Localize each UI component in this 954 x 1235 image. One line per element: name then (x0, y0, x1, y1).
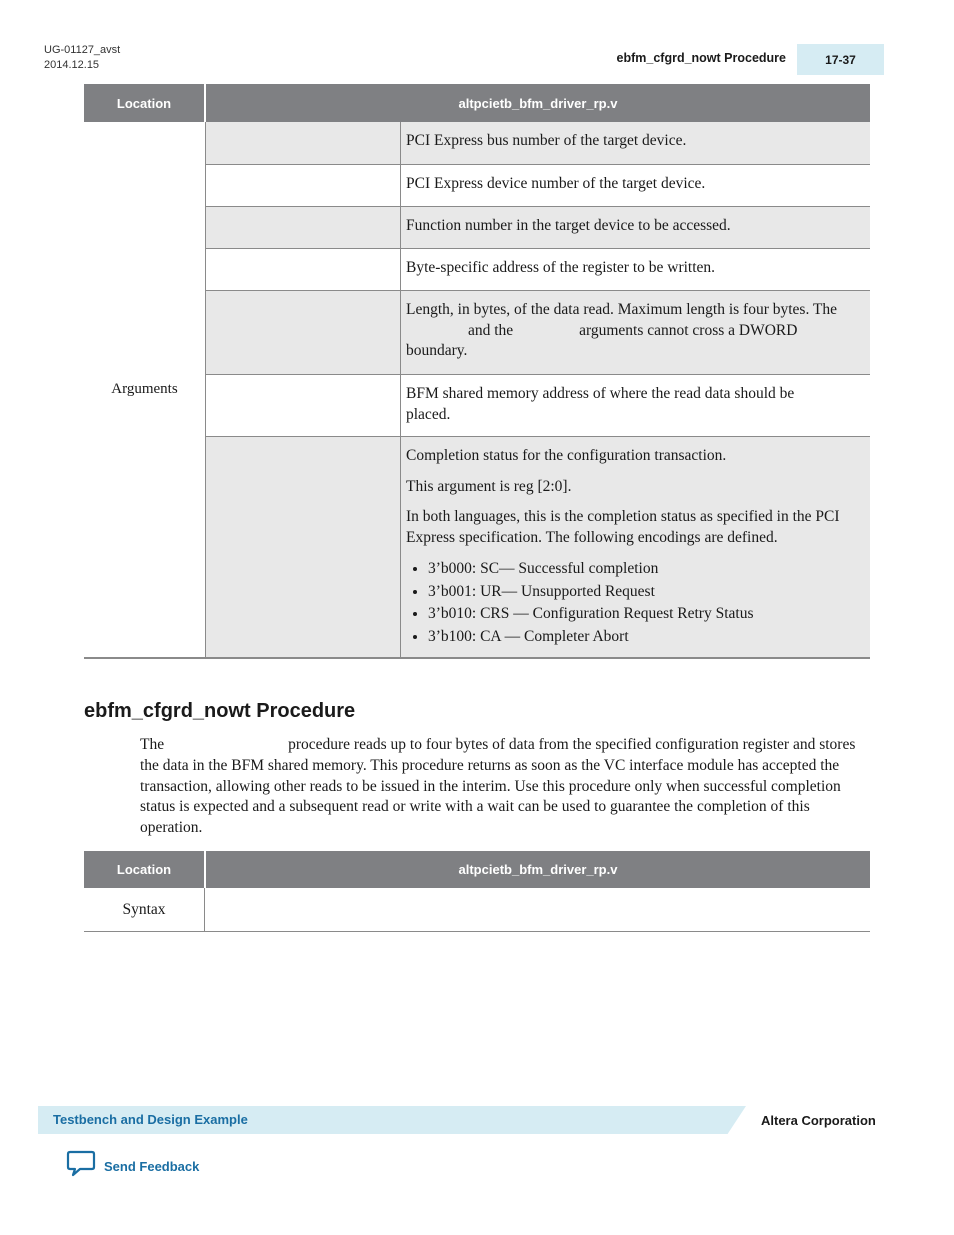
header-section-title: ebfm_cfgrd_nowt Procedure (616, 51, 786, 65)
list-item: • 3’b001: UR— Unsupported Request (428, 581, 840, 604)
section-title: ebfm_cfgrd_nowt Procedure (84, 700, 356, 722)
doc-id-block (44, 43, 120, 73)
arguments-body (84, 122, 870, 659)
argument-name-cell (206, 437, 401, 657)
list-item: • 3’b010: CRS — Configuration Request Retry Status (428, 603, 840, 626)
syntax-value-cell (205, 888, 870, 931)
section-paragraph: The procedure reads up to four bytes of data from the specified configuration register and stores the data in the BFM shared memory. This procedure returns as soon as the VC interface module has accepted the transaction, allowing other reads to be issued in the interim. Use this procedure only when successful completion status is expected and a subsequent read or write with a wait can be used to guarantee the completion of this operation. (140, 736, 856, 837)
table-row (206, 122, 870, 165)
location-header: Location (84, 851, 206, 888)
argument-description: Function number in the target device to be accessed. (406, 217, 731, 234)
argument-description: PCI Express device number of the target device. (406, 175, 706, 192)
status-paragraph: This argument is reg [2:0]. (406, 477, 572, 495)
location-header: Location (84, 84, 206, 122)
arguments-rows (206, 122, 870, 657)
table-header (84, 84, 870, 122)
footer-chapter-link[interactable]: Testbench and Design Example (53, 1112, 248, 1127)
footer-company: Altera Corporation (761, 1113, 876, 1128)
argument-name-cell (206, 165, 401, 206)
list-item: • 3’b000: SC— Successful completion (428, 558, 840, 581)
table-row (206, 437, 870, 657)
table-header (84, 851, 870, 888)
file-header: altpcietb_bfm_driver_rp.v (458, 862, 618, 877)
argument-description: BFM shared memory address of where the read data should be placed. (406, 385, 795, 423)
argument-name-cell (206, 291, 401, 374)
table-row (84, 888, 870, 932)
status-paragraph: In both languages, this is the completion status as specified in the PCI Express specification. The following encodings are defined. (406, 508, 840, 546)
arguments-table (84, 84, 870, 659)
list-item: • 3’b100: CA — Completer Abort (428, 626, 840, 649)
arguments-label: Arguments (84, 122, 206, 657)
send-feedback-label: Send Feedback (104, 1158, 200, 1174)
send-feedback-link[interactable] (66, 1150, 199, 1182)
doc-date: 2014.12.15 (44, 59, 100, 71)
table-row (206, 207, 870, 249)
table-row (206, 165, 870, 207)
argument-description: Byte-specific address of the register to be written. (406, 259, 716, 276)
page-number: 17-37 (797, 44, 884, 75)
speech-bubble-icon (66, 1150, 96, 1182)
argument-description: PCI Express bus number of the target device. (406, 132, 687, 149)
argument-name-cell (206, 375, 401, 436)
status-paragraph: Completion status for the configuration transaction. (406, 447, 727, 464)
syntax-table (84, 851, 870, 932)
syntax-label: Syntax (84, 888, 205, 931)
file-header: altpcietb_bfm_driver_rp.v (458, 95, 618, 111)
table-row (206, 249, 870, 291)
argument-name-cell (206, 207, 401, 248)
encoding-list (406, 558, 840, 648)
argument-name-cell (206, 122, 401, 164)
table-row (206, 291, 870, 375)
doc-id: UG-01127_avst (44, 44, 121, 56)
argument-name-cell (206, 249, 401, 290)
table-row (206, 375, 870, 437)
status-description (401, 437, 870, 657)
argument-description: Length, in bytes, of the data read. Maximum length is four bytes. The and the arguments cannot cross a DWORD boundary. (406, 301, 838, 359)
